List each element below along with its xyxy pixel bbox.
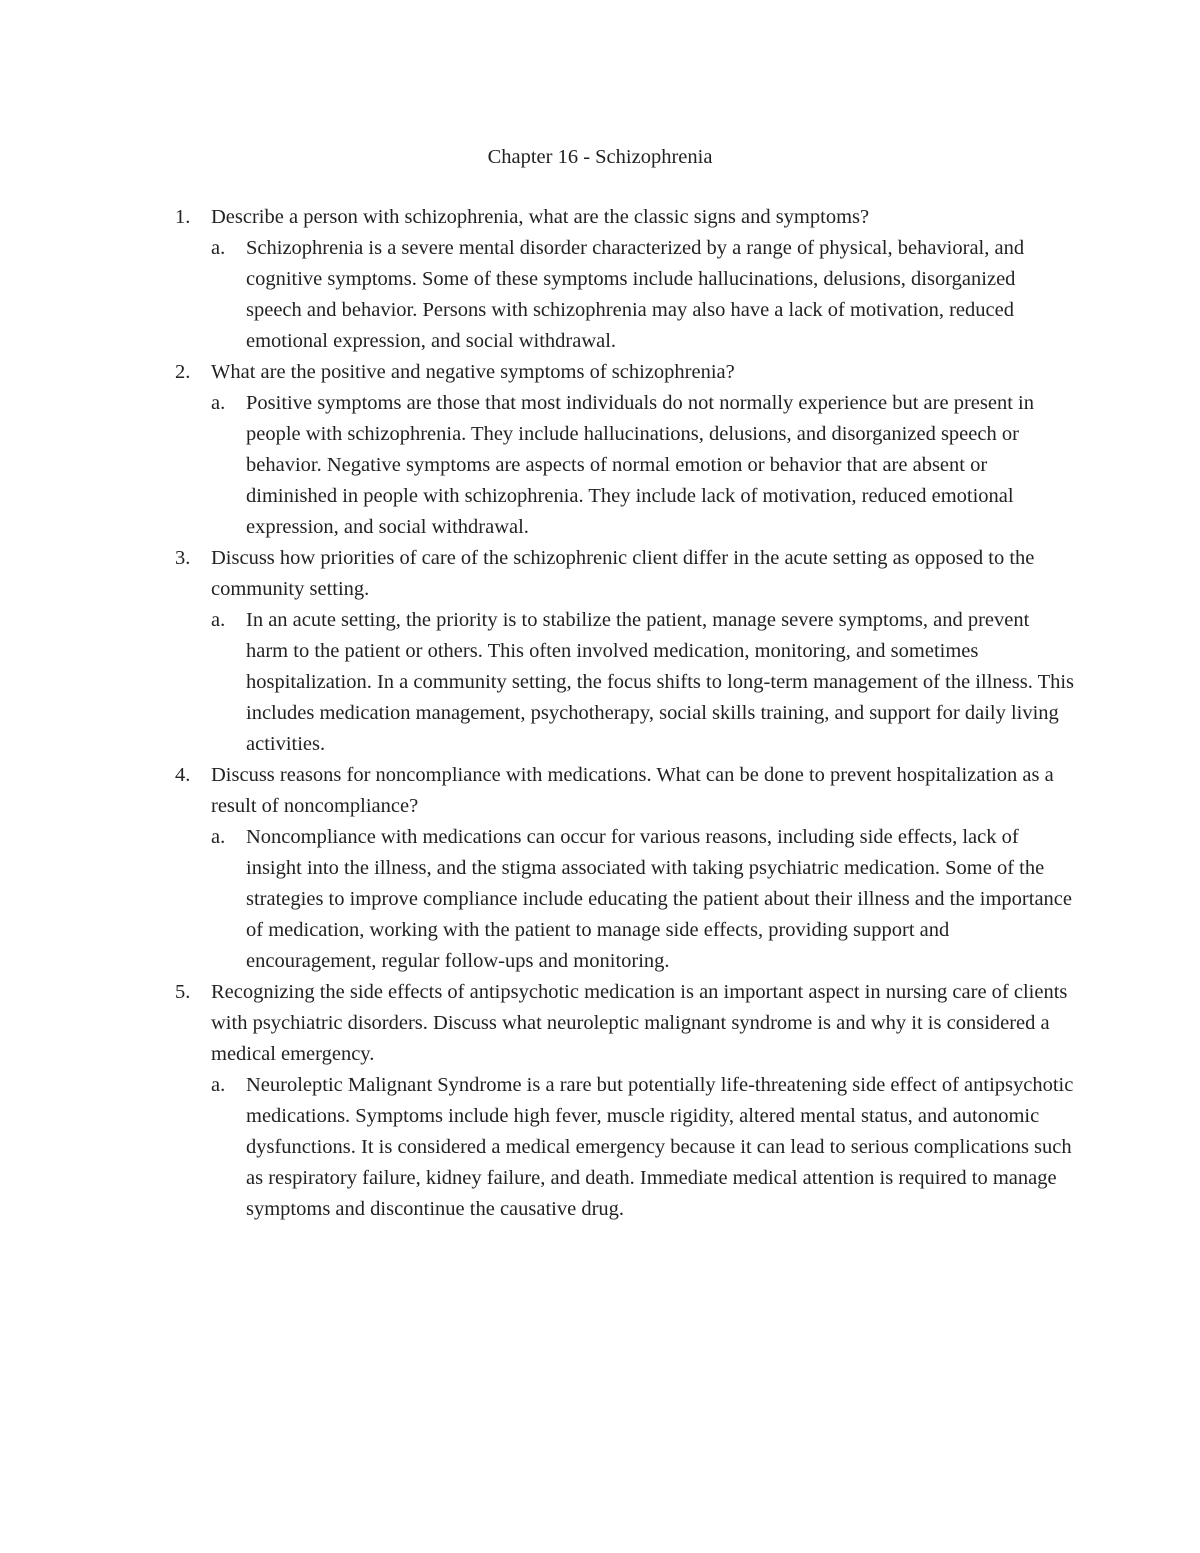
question-number: 5. [175,981,191,1003]
answer-text: Noncompliance with medications can occur for various reasons, including side effects, lack of insight into the illness, and the stigma associated with taking psychiatric medication. Some of the strategies to improve compliance include educating the patient about their illness and the importance of medication, working with the patient to manage side effects, providing support and encouragement, regular follow-ups and monitoring. [246,826,1072,972]
answer-item [175,822,1075,977]
question-text: What are the positive and negative symptoms of schizophrenia? [211,361,735,383]
question-text: Discuss reasons for noncompliance with medications. What can be done to prevent hospitalization as a result of noncompliance? [211,764,1054,817]
question-item [175,543,1075,605]
answer-letter: a. [211,237,226,259]
question-text: Discuss how priorities of care of the schizophrenic client differ in the acute setting as opposed to the community setting. [211,547,1035,600]
answer-item [175,605,1075,760]
question-text: Describe a person with schizophrenia, what are the classic signs and symptoms? [211,206,870,228]
answer-item [175,388,1075,543]
question-number: 4. [175,764,191,786]
question-item [175,202,1075,233]
page-title: Chapter 16 - Schizophrenia [487,146,713,168]
answer-item [175,233,1075,357]
question-item [175,977,1075,1070]
question-number: 3. [175,547,191,569]
question-list [175,202,1075,1225]
answer-text: In an acute setting, the priority is to stabilize the patient, manage severe symptoms, and prevent harm to the patient or others. This often involved medication, monitoring, and sometimes hospitalization. In a community setting, the focus shifts to long-term management of the illness. This includes medication management, psychotherapy, social skills training, and support for daily living activities. [246,609,1075,755]
answer-item [175,1070,1075,1225]
answer-text: Positive symptoms are those that most individuals do not normally experience but are present in people with schizophrenia. They include hallucinations, delusions, and disorganized speech or behavior. Negative symptoms are aspects of normal emotion or behavior that are absent or diminished in people with schizophrenia. They include lack of motivation, reduced emotional expression, and social withdrawal. [246,392,1034,538]
answer-letter: a. [211,1074,226,1096]
answer-letter: a. [211,826,226,848]
question-number: 1. [175,206,191,228]
answer-letter: a. [211,609,226,631]
answer-text: Neuroleptic Malignant Syndrome is a rare but potentially life-threatening side effect of antipsychotic medications. Symptoms include high fever, muscle rigidity, altered mental status, and autonomic dysfunctions. It is considered a medical emergency because it can lead to serious complications such as respiratory failure, kidney failure, and death. Immediate medical attention is required to manage symptoms and discontinue the causative drug. [246,1074,1074,1220]
answer-text: Schizophrenia is a severe mental disorder characterized by a range of physical, behavioral, and cognitive symptoms. Some of these symptoms include hallucinations, delusions, disorganized speech and behavior. Persons with schizophrenia may also have a lack of motivation, reduced emotional expression, and social withdrawal. [246,237,1025,352]
question-number: 2. [175,361,191,383]
answer-letter: a. [211,392,226,414]
question-item [175,357,1075,388]
question-text: Recognizing the side effects of antipsychotic medication is an important aspect in nursing care of clients with psychiatric disorders. Discuss what neuroleptic malignant syndrome is and why it is considered a medical emergency. [211,981,1068,1065]
question-item [175,760,1075,822]
